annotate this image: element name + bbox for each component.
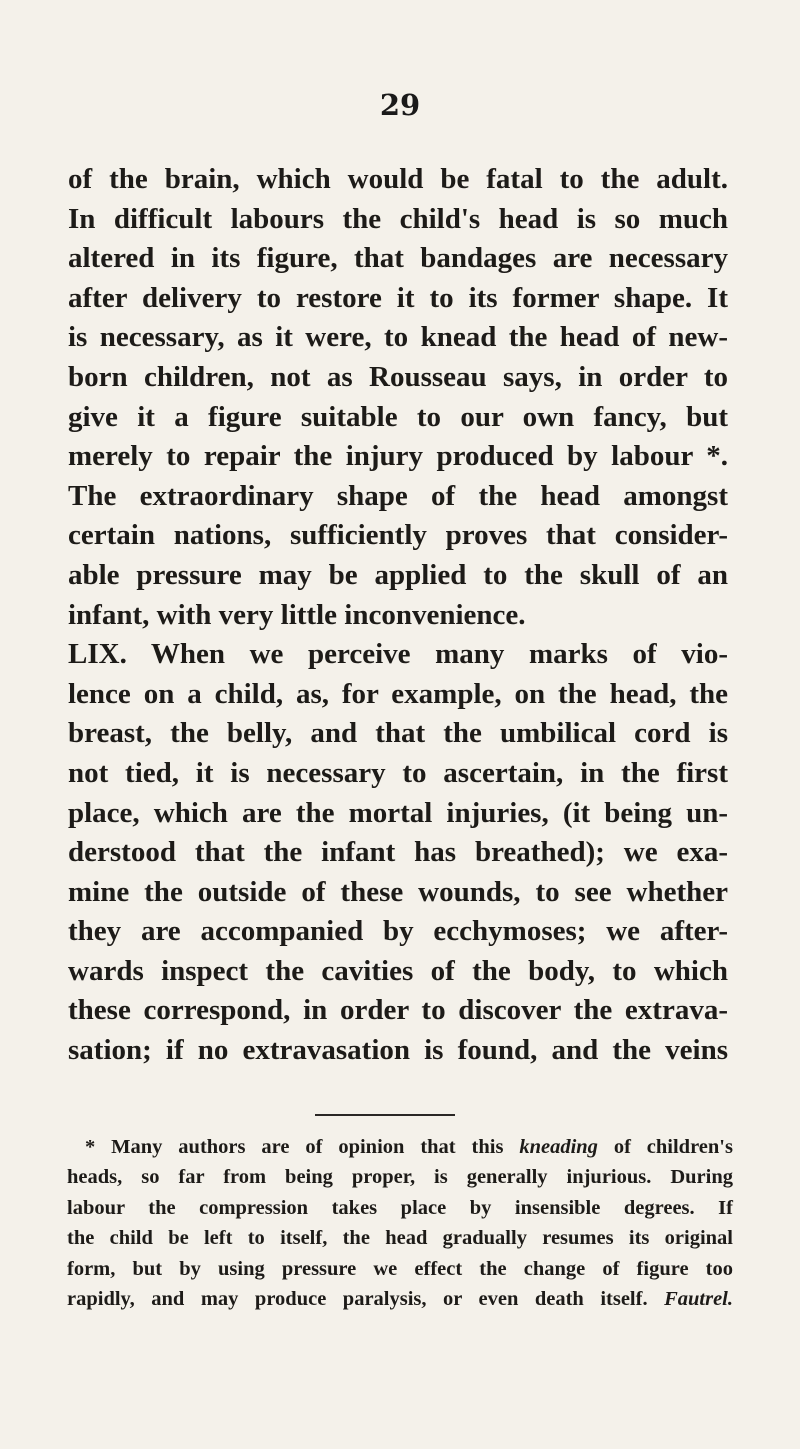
footnote-author: Fautrel. — [664, 1287, 733, 1310]
body-line: lence on a child, as, for example, on the head, the — [68, 677, 728, 710]
footnote-line — [67, 1284, 733, 1314]
body-line: able pressure may be applied to the skull of an — [68, 558, 728, 591]
footnote-line: labour the compression takes place by insensible degrees. If — [67, 1196, 733, 1219]
footnote — [67, 1132, 733, 1314]
body-line: born children, not as Rousseau says, in order to — [68, 360, 728, 393]
body-line: wards inspect the cavities of the body, to which — [68, 954, 728, 987]
body-line: these correspond, in order to discover the extrava- — [68, 994, 728, 1027]
body-line: is necessary, as it were, to knead the head of new- — [68, 321, 728, 354]
body-line: infant, with very little inconvenience. — [68, 598, 526, 631]
body-line: place, which are the mortal injuries, (it being un- — [68, 796, 728, 829]
body-line: not tied, it is necessary to ascertain, in the first — [68, 756, 728, 789]
body-line: merely to repair the injury produced by labour *. — [68, 440, 728, 473]
footnote-text: rapidly, and may produce paralysis, or even death itself. — [67, 1287, 665, 1310]
footnote-text: of children's — [597, 1136, 733, 1158]
body-line: give it a figure suitable to our own fancy, but — [68, 400, 728, 433]
body-line: In difficult labours the child's head is so much — [68, 202, 728, 235]
body-line: altered in its figure, that bandages are necessary — [68, 242, 728, 275]
page-number: 29 — [379, 88, 421, 122]
body-line: derstood that the infant has breathed); we exa- — [68, 836, 728, 869]
footnote-line: the child be left to itself, the head gradually resumes its original — [67, 1227, 733, 1250]
footnote-italic-term: kneading — [519, 1136, 598, 1158]
body-line: The extraordinary shape of the head amongst — [68, 479, 728, 512]
body-text — [68, 160, 728, 1071]
body-line: breast, the belly, and that the umbilical cord is — [68, 717, 728, 750]
body-line: after delivery to restore it to its former shape. It — [68, 281, 728, 314]
body-line: of the brain, which would be fatal to the adult. — [68, 163, 728, 195]
body-line: sation; if no extravasation is found, and the veins — [68, 1034, 728, 1067]
footnote-divider — [315, 1114, 455, 1116]
body-line: LIX. When we perceive many marks of vio- — [68, 638, 728, 671]
footnote-line: heads, so far from being proper, is generally injurious. During — [67, 1166, 733, 1189]
body-line: certain nations, sufficiently proves that consider- — [68, 519, 728, 552]
body-line: mine the outside of these wounds, to see whether — [68, 875, 728, 908]
body-line: they are accompanied by ecchymoses; we after- — [68, 915, 728, 948]
footnote-text: * Many authors are of opinion that this — [85, 1136, 520, 1158]
footnote-line: form, but by using pressure we effect the change of figure too — [67, 1257, 733, 1280]
footnote-line — [67, 1132, 733, 1162]
